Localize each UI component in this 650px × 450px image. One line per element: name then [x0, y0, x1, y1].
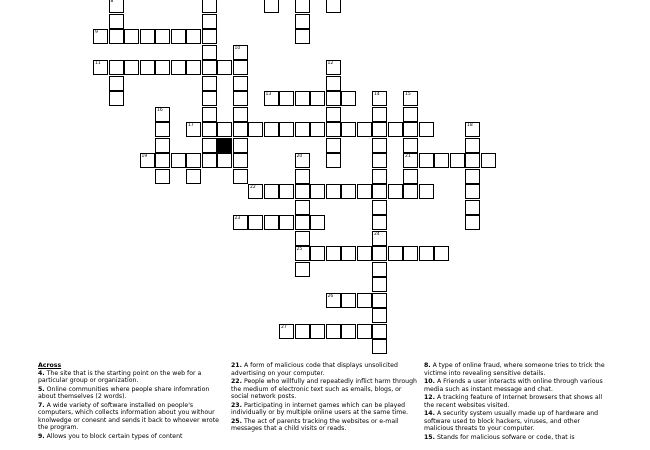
clue-item-number: 21.: [231, 362, 242, 369]
clues-section: [0, 362, 650, 450]
grid-cell[interactable]: [233, 122, 248, 137]
clue-number: 14: [374, 92, 380, 97]
grid-cell[interactable]: [403, 246, 418, 261]
clue-number: 15: [405, 92, 411, 97]
grid-cell[interactable]: [155, 138, 170, 153]
grid-cell[interactable]: [233, 91, 248, 106]
clue-item: [231, 362, 417, 377]
clue-item: [424, 394, 610, 409]
grid-cell[interactable]: [450, 153, 465, 168]
grid-cell[interactable]: [279, 122, 294, 137]
grid-cell[interactable]: [295, 91, 310, 106]
grid-cell[interactable]: [233, 153, 248, 168]
grid-cell[interactable]: [357, 122, 372, 137]
grid-cell[interactable]: [140, 29, 155, 44]
grid-cell[interactable]: [372, 138, 387, 153]
grid-cell[interactable]: [140, 60, 155, 75]
clue-item-number: 4.: [38, 369, 45, 377]
grid-cell[interactable]: [140, 153, 155, 168]
grid-cell[interactable]: [155, 29, 170, 44]
grid-cell[interactable]: [310, 91, 325, 106]
grid-cell[interactable]: [403, 169, 418, 184]
grid-cell[interactable]: [326, 324, 341, 339]
clue-number: 16: [157, 107, 163, 113]
grid-cell[interactable]: [372, 231, 387, 246]
grid-cell[interactable]: [233, 107, 248, 122]
grid-cell[interactable]: [372, 262, 387, 277]
grid-cell[interactable]: [388, 184, 403, 199]
clue-number: 24: [374, 231, 380, 237]
grid-cell[interactable]: [295, 262, 310, 277]
grid-cell[interactable]: [93, 29, 108, 44]
grid-cell[interactable]: [295, 184, 310, 199]
clue-item-text: A form of malicious code that displays unsolicited advertising on your computer.: [231, 362, 398, 377]
grid-cell[interactable]: [248, 215, 263, 230]
clue-number: 17: [188, 123, 194, 128]
clues-column-2: [231, 362, 417, 434]
grid-cell[interactable]: [465, 215, 480, 230]
grid-cell[interactable]: [109, 76, 124, 91]
grid-cell[interactable]: [279, 324, 294, 339]
clue-item-text: A tracking feature of Internet browsers that shows all the recent websites visited.: [424, 394, 603, 409]
grid-cell[interactable]: [419, 184, 434, 199]
grid-cell[interactable]: [372, 246, 387, 261]
grid-cell[interactable]: [295, 153, 310, 168]
grid-cell[interactable]: [341, 184, 356, 199]
grid-cell[interactable]: [481, 153, 496, 168]
clue-item: [231, 378, 417, 401]
clue-number: 8: [110, 0, 114, 4]
clue-number: 23: [234, 216, 241, 221]
grid-cell[interactable]: [341, 324, 356, 339]
grid-cell[interactable]: [279, 91, 294, 106]
grid-cell[interactable]: [93, 60, 108, 75]
clue-item: [231, 402, 417, 417]
clue-number: 27: [281, 324, 287, 330]
grid-cell[interactable]: [124, 29, 139, 44]
grid-cell[interactable]: [233, 60, 248, 75]
grid-cell[interactable]: [372, 200, 387, 215]
grid-cell[interactable]: [233, 138, 248, 153]
grid-cell[interactable]: [109, 14, 124, 29]
clue-item-text: Stands for malicious sofware or code, that is: [436, 433, 575, 441]
grid-cell[interactable]: [372, 293, 387, 308]
grid-cell[interactable]: [109, 60, 124, 75]
clue-number: 18: [467, 123, 473, 128]
grid-cell[interactable]: [403, 122, 418, 137]
grid-cell[interactable]: [388, 122, 403, 137]
grid-cell[interactable]: [372, 339, 387, 354]
grid-cell[interactable]: [310, 246, 325, 261]
grid-cell[interactable]: [341, 246, 356, 261]
grid-cell[interactable]: [372, 215, 387, 230]
grid-cell[interactable]: [465, 153, 480, 168]
grid-cell[interactable]: [202, 76, 217, 91]
grid-cell[interactable]: [171, 29, 186, 44]
grid-cell[interactable]: [217, 122, 232, 137]
clue-item-number: 12.: [424, 394, 435, 401]
clue-number: 22: [250, 185, 256, 190]
grid-cell[interactable]: [326, 138, 341, 153]
grid-cell[interactable]: [186, 60, 201, 75]
grid-cell[interactable]: [326, 293, 341, 308]
grid-cell[interactable]: [372, 184, 387, 199]
clue-number: 9: [95, 30, 98, 35]
grid-cell[interactable]: [202, 107, 217, 122]
grid-cell[interactable]: [326, 246, 341, 261]
clue-item-text: People who willfully and repeatedly inflict harm through the medium of electronic text such as emails, blogs, or social network posts.: [231, 378, 417, 400]
grid-cell[interactable]: [403, 91, 418, 106]
grid-cell[interactable]: [465, 138, 480, 153]
clue-item-number: 9.: [38, 432, 45, 440]
grid-cell[interactable]: [419, 246, 434, 261]
grid-cell[interactable]: [372, 277, 387, 292]
grid-cell[interactable]: [202, 14, 217, 29]
clue-item-number: 10.: [424, 378, 435, 385]
grid-cell[interactable]: [372, 308, 387, 323]
grid-cell[interactable]: [403, 107, 418, 122]
grid-cell[interactable]: [403, 138, 418, 153]
clues-column-3: [424, 362, 610, 442]
grid-cell[interactable]: [326, 107, 341, 122]
grid-cell[interactable]: [372, 91, 387, 106]
clue-item-number: 15.: [424, 433, 435, 441]
grid-cell[interactable]: [295, 246, 310, 261]
grid-cell[interactable]: [295, 14, 310, 29]
grid-cell[interactable]: [295, 324, 310, 339]
grid-cell[interactable]: [279, 184, 294, 199]
clue-item-text: The site that is the starting point on the web for a particular group or organization.: [38, 369, 202, 384]
grid-cell[interactable]: [202, 122, 217, 137]
grid-cell[interactable]: [388, 246, 403, 261]
grid-cell[interactable]: [233, 215, 248, 230]
clues-column-1: [38, 362, 224, 441]
grid-cell[interactable]: [155, 169, 170, 184]
grid-cell[interactable]: [109, 29, 124, 44]
grid-cell[interactable]: [310, 324, 325, 339]
grid-cell[interactable]: [465, 184, 480, 199]
clue-item: [231, 418, 417, 433]
grid-cell[interactable]: [171, 153, 186, 168]
clue-item-text: A wide variety of software installed on people's computers, which collects information about you withour knolwedge or conesnt and sends it back to whoever wrote the program.: [38, 401, 219, 431]
grid-cell[interactable]: [109, 0, 124, 13]
grid-cell[interactable]: [171, 60, 186, 75]
grid-cell[interactable]: [264, 215, 279, 230]
grid-cell[interactable]: [372, 324, 387, 339]
clue-item-text: Online communities where people share infomration about themselves (2 words).: [38, 385, 210, 400]
grid-cell[interactable]: [264, 0, 279, 13]
grid-cell[interactable]: [326, 153, 341, 168]
clue-item: [38, 402, 224, 432]
grid-cell[interactable]: [465, 200, 480, 215]
grid-cell[interactable]: [202, 45, 217, 60]
grid-cell[interactable]: [202, 138, 217, 153]
grid-cell[interactable]: [202, 60, 217, 75]
clue-number: 20: [296, 154, 303, 159]
grid-cell[interactable]: [233, 169, 248, 184]
grid-cell[interactable]: [403, 184, 418, 199]
clue-number: 13: [265, 92, 272, 97]
grid-cell[interactable]: [295, 169, 310, 184]
grid-cell[interactable]: [186, 122, 201, 137]
grid-cell[interactable]: [217, 60, 232, 75]
grid-cell[interactable]: [434, 153, 449, 168]
grid-cell[interactable]: [264, 91, 279, 106]
clue-number: 10: [234, 45, 241, 51]
clue-item: [38, 370, 224, 385]
grid-cell[interactable]: [202, 153, 217, 168]
clue-item-text: The act of parents tracking the websites or e-mail messages that a child visits or reads.: [231, 417, 399, 432]
clue-list-col3: [424, 362, 610, 441]
clue-item-text: A type of online fraud, where someone tries to trick the victime into revealing sensitive details.: [424, 362, 605, 377]
grid-cell[interactable]: [295, 122, 310, 137]
clue-item-text: A security system usually made up of hardware and software used to block hackers, viruses, and other malicious threats to your computer.: [424, 410, 599, 432]
grid-cell[interactable]: [372, 153, 387, 168]
clue-list-col1: [38, 370, 224, 441]
clue-item-number: 22.: [231, 378, 242, 385]
grid-cell[interactable]: [279, 215, 294, 230]
grid-cell[interactable]: [372, 169, 387, 184]
grid-cell[interactable]: [419, 153, 434, 168]
clue-item: [38, 386, 224, 401]
grid-cell[interactable]: [186, 153, 201, 168]
grid-cell[interactable]: [326, 76, 341, 91]
grid-cell[interactable]: [295, 215, 310, 230]
clue-item: [424, 410, 610, 433]
clue-item-text: Participating in internet games which can be played individually or by multiple online users at the same time.: [231, 401, 409, 416]
grid-cell[interactable]: [186, 169, 201, 184]
grid-cell[interactable]: [341, 293, 356, 308]
clue-item-text: Allows you to block certain types of content: [46, 432, 183, 440]
across-heading: Across: [38, 362, 62, 369]
grid-cell[interactable]: [372, 122, 387, 137]
grid-cell[interactable]: [295, 200, 310, 215]
grid-cell[interactable]: [155, 60, 170, 75]
grid-cell[interactable]: [326, 0, 341, 13]
grid-cell[interactable]: [357, 184, 372, 199]
grid-cell[interactable]: [310, 122, 325, 137]
clue-item-number: 23.: [231, 401, 242, 409]
clue-number: 12: [327, 61, 334, 66]
grid-cell[interactable]: [155, 153, 170, 168]
grid-cell[interactable]: [357, 246, 372, 261]
grid-cell[interactable]: [341, 122, 356, 137]
clue-item: [38, 433, 224, 441]
clue-item-number: 5.: [38, 385, 45, 393]
grid-cell[interactable]: [202, 0, 217, 13]
grid-cell[interactable]: [357, 324, 372, 339]
grid-cell[interactable]: [217, 153, 232, 168]
clue-item-number: 8.: [424, 362, 431, 369]
clue-item-text: A Friends a user interacts with online through various media such as instant message and chat.: [424, 378, 603, 393]
grid-cell[interactable]: [202, 91, 217, 106]
grid-cell[interactable]: [233, 76, 248, 91]
clue-number: 11: [95, 61, 101, 66]
grid-cell[interactable]: [186, 29, 201, 44]
clue-item-number: 14.: [424, 410, 435, 417]
clue-item: [424, 378, 610, 393]
grid-cell[interactable]: [326, 60, 341, 75]
grid-cell[interactable]: [155, 122, 170, 137]
grid-cell[interactable]: [124, 60, 139, 75]
clue-list-col2: [231, 362, 417, 433]
grid-cell[interactable]: [341, 91, 356, 106]
grid-cell-black: [217, 138, 232, 153]
grid-cell[interactable]: [465, 169, 480, 184]
grid-cell[interactable]: [419, 122, 434, 137]
clue-item-number: 25.: [231, 417, 242, 425]
clue-number: 25: [296, 247, 303, 252]
grid-cell[interactable]: [310, 184, 325, 199]
clue-item-number: 7.: [38, 401, 45, 409]
grid-cell[interactable]: [264, 122, 279, 137]
grid-cell[interactable]: [295, 0, 310, 13]
grid-cell[interactable]: [248, 122, 263, 137]
grid-cell[interactable]: [295, 29, 310, 44]
grid-cell[interactable]: [202, 29, 217, 44]
grid-cell[interactable]: [310, 215, 325, 230]
grid-cell[interactable]: [248, 184, 263, 199]
clue-number: 19: [141, 154, 148, 159]
grid-cell[interactable]: [326, 122, 341, 137]
grid-cell[interactable]: [155, 107, 170, 122]
grid-cell[interactable]: [434, 246, 449, 261]
grid-cell[interactable]: [264, 184, 279, 199]
grid-cell[interactable]: [357, 293, 372, 308]
grid-cell[interactable]: [295, 231, 310, 246]
clue-number: 21: [405, 154, 411, 159]
grid-cell[interactable]: [326, 91, 341, 106]
grid-cell[interactable]: [465, 122, 480, 137]
grid-cell[interactable]: [109, 91, 124, 106]
grid-cell[interactable]: [372, 107, 387, 122]
grid-cell[interactable]: [403, 153, 418, 168]
grid-cell[interactable]: [233, 45, 248, 60]
grid-cell[interactable]: [326, 184, 341, 199]
clue-number: 26: [327, 293, 334, 299]
clue-item: [424, 362, 610, 377]
clue-item: [424, 434, 610, 442]
